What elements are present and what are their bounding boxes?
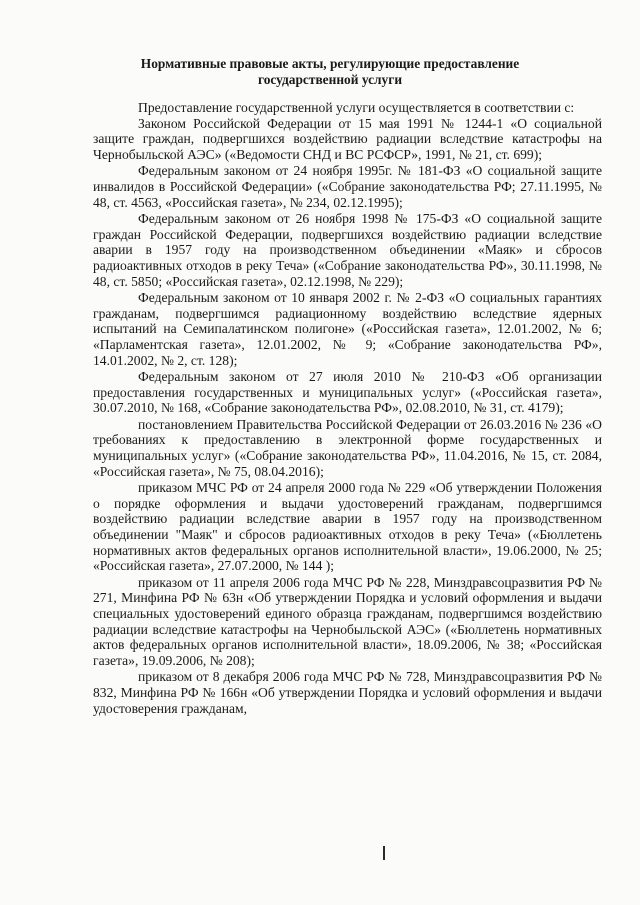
paragraph-law-175-fz: Федеральным законом от 26 ноября 1998 № 175-ФЗ «О социальной защите граждан Российской Федерации, подвергшихся воздействию радиации вследствие аварии в 1957 году на производственном объединении «Маяк» и сбросов радиоактивных отходов в реку Теча» («Собрание законодательства РФ», 30.11.1998, № 48, ст. 5850; «Российская газета», 02.12.1998, № 229); (93, 211, 602, 289)
paragraph-order-229: приказом МЧС РФ от 24 апреля 2000 года № 229 «Об утверждении Положения о порядке оформления и выдачи удостоверений гражданам, подвергшимся воздействию радиации вследствие аварии в 1957 году на производственном объединении "Маяк" и сбросов радиоактивных отходов в реку Теча» («Бюллетень нормативных актов федеральных органов исполнительной власти», 19.06.2000, № 25; «Российская газета», 27.07.2000, № 144 ); (93, 480, 602, 574)
page-mark (383, 846, 385, 860)
paragraph-law-2-fz: Федеральным законом от 10 января 2002 г. № 2-ФЗ «О социальных гарантиях гражданам, подвергшимся радиационному воздействию вследствие ядерных испытаний на Семипалатинском полигоне» («Российская газета», 12.01.2002, № 6; «Парламентская газета», 12.01.2002, № 9; «Собрание законодательства РФ», 14.01.2002, № 2, ст. 128); (93, 290, 602, 368)
paragraph-resolution-236: постановлением Правительства Российской Федерации от 26.03.2016 № 236 «О требованиях к предоставлению в электронной форме государственных и муниципальных услуг» («Собрание законодательства РФ», 11.04.2016, № 15, ст. 2084, «Российская газета», № 75, 08.04.2016); (93, 416, 602, 479)
paragraph-order-228: приказом от 11 апреля 2006 года МЧС РФ № 228, Минздравсоцразвития РФ № 271, Минфина РФ № 63н «Об утверждении Порядка и условий оформления и выдачи специальных удостоверений единого образца гражданам, подвергшимся воздействию радиации вследствие катастрофы на Чернобыльской АЭС» («Бюллетень нормативных актов федеральных органов исполнительной власти», 18.09.2006, № 38; «Российская газета», 19.09.2006, № 208); (93, 574, 602, 668)
document-body (93, 100, 602, 717)
paragraph-law-210-fz: Федеральным законом от 27 июля 2010 № 210-ФЗ «Об организации предоставления государственных и муниципальных услуг» («Российская газета», 30.07.2010, № 168, «Собрание законодательства РФ», 02.08.2010, № 31, ст. 4179); (93, 369, 602, 416)
document-title: Нормативные правовые акты, регулирующие предоставление государственной услуги (140, 56, 520, 87)
paragraph-order-728: приказом от 8 декабря 2006 года МЧС РФ № 728, Минздравсоцразвития РФ № 832, Минфина РФ № 166н «Об утверждении Порядка и условий оформления и выдачи удостоверения гражданам, (93, 669, 602, 716)
paragraph-law-181-fz: Федеральным законом от 24 ноября 1995г. № 181-ФЗ «О социальной защите инвалидов в Российской Федерации» («Собрание законодательства РФ; 27.11.1995, № 48, ст. 4563, «Российская газета», № 234, 02.12.1995); (93, 163, 602, 210)
paragraph-intro: Предоставление государственной услуги осуществляется в соответствии с: (138, 100, 575, 115)
paragraph-law-1244-1: Законом Российской Федерации от 15 мая 1991 № 1244-1 «О социальной защите граждан, подвергшихся воздействию радиации вследствие катастрофы на Чернобыльской АЭС» («Ведомости СНД и ВС РСФСР», 1991, № 21, ст. 699); (93, 115, 602, 162)
